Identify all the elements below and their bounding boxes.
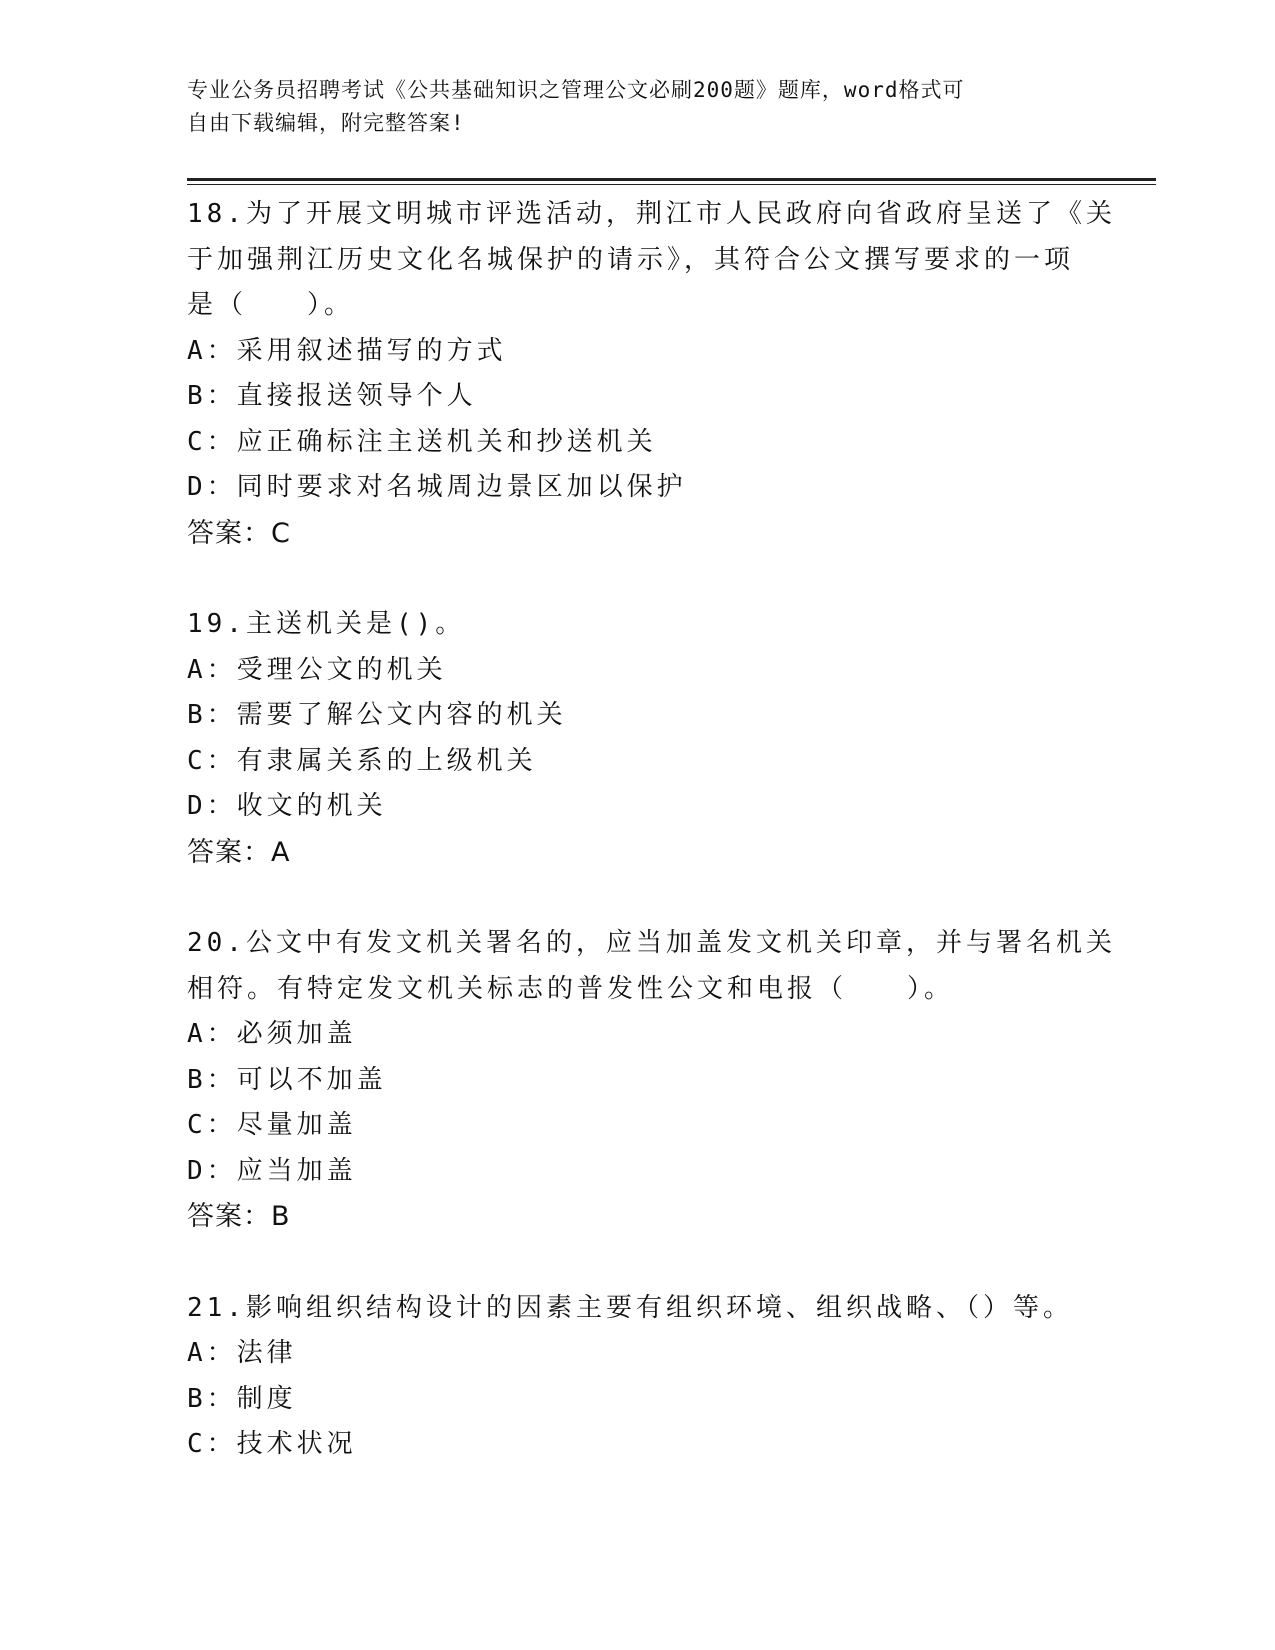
document-header — [187, 74, 1067, 140]
question-stem-line: 于加强荆江历史文化名城保护的请示》，其符合公文撰写要求的一项 — [187, 244, 1075, 275]
header-divider-thick — [187, 178, 1156, 181]
question-stem-line: 19.主送机关是()。 — [187, 609, 466, 639]
option-b: B：需要了解公文内容的机关 — [187, 700, 567, 730]
header-divider-thin — [187, 184, 1156, 185]
option-a: A：受理公文的机关 — [187, 654, 447, 685]
option-a: A：采用叙述描写的方式 — [187, 335, 507, 366]
option-d: D：收文的机关 — [187, 791, 387, 821]
question-stem-line: 18.为了开展文明城市评选活动，荆江市人民政府向省政府呈送了《关 — [187, 199, 1116, 229]
question-stem-line: 相符。有特定发文机关标志的普发性公文和电报（ ）。 — [187, 973, 955, 1004]
option-c: C：技术状况 — [187, 1429, 357, 1459]
option-b: B：直接报送领导个人 — [187, 381, 477, 411]
header-line-2: 自由下载编辑，附完整答案! — [187, 111, 465, 135]
question-20 — [187, 921, 1116, 1240]
answer-label: 答案：B — [187, 1201, 291, 1232]
option-b: B：制度 — [187, 1383, 297, 1414]
answer-label: 答案：C — [187, 517, 291, 549]
question-stem-line: 20.公文中有发文机关署名的，应当加盖发文机关印章，并与署名机关 — [187, 928, 1116, 958]
question-19 — [187, 602, 1087, 875]
option-d: D：同时要求对名城周边景区加以保护 — [187, 472, 687, 502]
option-b: B：可以不加盖 — [187, 1064, 387, 1095]
option-c: C：有隶属关系的上级机关 — [187, 745, 537, 776]
question-stem-line: 是（ ）。 — [187, 290, 355, 320]
question-stem-line: 21.影响组织结构设计的因素主要有组织环境、组织战略、（）等。 — [187, 1292, 1073, 1323]
option-c: C：尽量加盖 — [187, 1110, 357, 1140]
question-18 — [187, 192, 1116, 556]
option-d: D：应当加盖 — [187, 1155, 357, 1186]
option-a: A：必须加盖 — [187, 1019, 357, 1049]
answer-label: 答案：A — [187, 836, 291, 868]
question-list — [187, 192, 1116, 1514]
option-c: C：应正确标注主送机关和抄送机关 — [187, 426, 657, 457]
header-line-1: 专业公务员招聘考试《公共基础知识之管理公文必刷200题》题库，word格式可 — [187, 78, 965, 102]
option-a: A：法律 — [187, 1338, 297, 1368]
question-21 — [187, 1286, 1087, 1468]
